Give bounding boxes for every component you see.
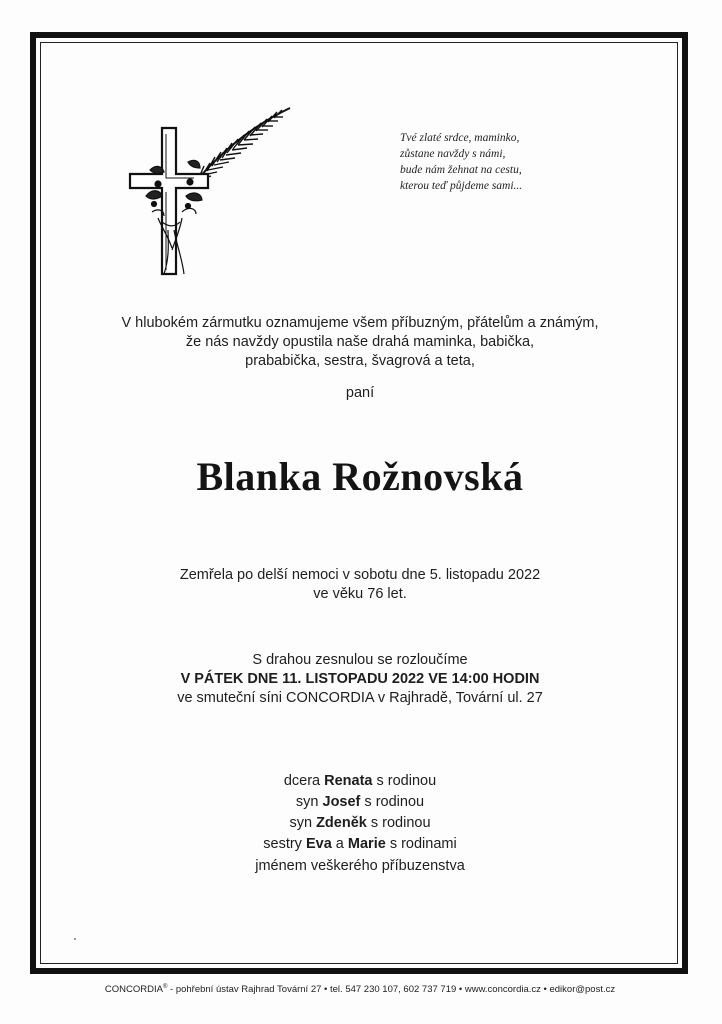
- announcement-line: že nás navždy opustila naše drahá maminka, babička,: [185, 334, 535, 350]
- memorial-poem: [400, 130, 600, 194]
- poem-line: Tvé zlaté srdce, maminko,: [400, 132, 520, 144]
- mourner-name: Marie: [347, 836, 386, 852]
- cross-with-palm-branch-icon: [128, 100, 298, 280]
- footer-contact: - pohřební ústav Rajhrad Tovární 27 • tel. 547 230 107, 602 737 719 • www.concordia.cz • edikor@post.cz: [167, 984, 616, 996]
- farewell-details: [40, 651, 680, 708]
- registered-mark: ®: [162, 984, 168, 990]
- mourner-relation: dcera: [283, 773, 325, 789]
- funeral-home-footer: [40, 981, 680, 996]
- poem-line: zůstane navždy s námi,: [400, 148, 506, 160]
- mourner-line: [40, 792, 680, 813]
- mourners-list: [40, 771, 680, 855]
- mourner-name: Josef: [322, 794, 361, 810]
- farewell-intro: S drahou zesnulou se rozloučíme: [252, 652, 468, 668]
- announcement-line: prababička, sestra, švagrová a teta,: [245, 353, 475, 369]
- poem-line: bude nám žehnat na cestu,: [400, 164, 522, 176]
- announcement-line: V hlubokém zármutku oznamujeme všem příbuzným, přátelům a známým,: [121, 315, 599, 331]
- death-line: Zemřela po delší nemoci v sobotu dne 5. listopadu 2022: [179, 567, 541, 583]
- mourner-suffix: s rodinou: [366, 815, 431, 831]
- poem-line: kterou teď půjdeme sami...: [400, 180, 523, 192]
- mourner-relation: sestry: [263, 836, 306, 852]
- salutation: paní: [345, 385, 375, 401]
- mourner-relation: syn: [289, 815, 317, 831]
- mourner-name: Eva: [305, 836, 332, 852]
- footer-brand: CONCORDIA: [104, 984, 163, 996]
- mourner-conjunction: a: [331, 836, 348, 852]
- mourner-relation: syn: [295, 794, 323, 810]
- mourner-suffix: s rodinou: [372, 773, 437, 789]
- mourner-suffix: s rodinou: [360, 794, 425, 810]
- mourner-name: Renata: [324, 773, 373, 789]
- mourner-name: Zdeněk: [316, 815, 367, 831]
- death-notice: [40, 566, 680, 604]
- death-line: ve věku 76 let.: [313, 586, 407, 602]
- deceased-name: Blanka Rožnovská: [196, 454, 524, 499]
- farewell-date-time: V PÁTEK DNE 11. LISTOPADU 2022 VE 14:00 HODIN: [180, 671, 540, 687]
- on-behalf-of-family: jménem veškerého příbuzenstva: [255, 858, 465, 874]
- scan-speck: [74, 938, 76, 940]
- mourner-suffix: s rodinami: [385, 836, 457, 852]
- mourner-line: [40, 834, 680, 855]
- farewell-venue: ve smuteční síni CONCORDIA v Rajhradě, Tovární ul. 27: [177, 690, 543, 706]
- announcement-text: [40, 314, 680, 371]
- mourner-line: [40, 813, 680, 834]
- mourner-line: [40, 771, 680, 792]
